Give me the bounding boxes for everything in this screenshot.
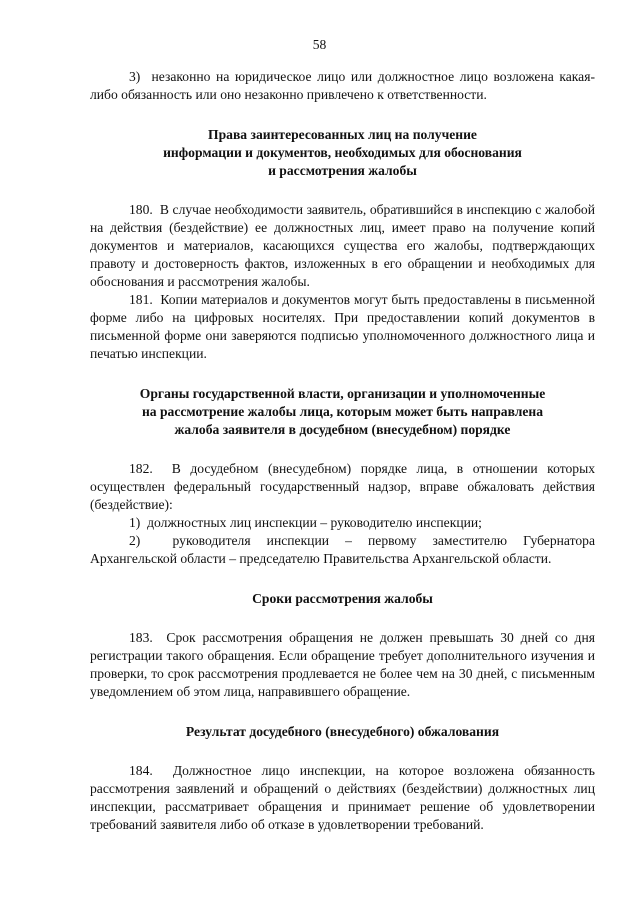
- heading-line: Права заинтересованных лиц на получение: [208, 127, 477, 142]
- list-item: 2) руководителя инспекции – первому заместителю Губернатора Архангельской области – председателю Правительства Архангельской области.: [90, 533, 595, 566]
- section-heading-result: [90, 723, 595, 741]
- paragraph-181: 181. Копии материалов и документов могут быть предоставлены в письменной форме либо на цифровых носителях. При предоставлении копий документов в письменной форме они заверяются подписью уполномоченного должностного лица и печатью инспекции.: [90, 292, 595, 361]
- list-item: 1) должностных лиц инспекции – руководителю инспекции;: [129, 515, 482, 530]
- section-heading-rights: [90, 126, 595, 180]
- page-number: 58: [312, 37, 327, 52]
- section-heading: [90, 590, 595, 608]
- heading-line: жалоба заявителя в досудебном (внесудебном) порядке: [174, 422, 511, 437]
- heading-line: Органы государственной власти, организации и уполномоченные: [139, 386, 546, 401]
- paragraph-182: 182. В досудебном (внесудебном) порядке лица, в отношении которых осуществлен федеральный государственный надзор, вправе обжаловать действия (бездействие):: [90, 461, 595, 512]
- heading-line: и рассмотрения жалобы: [268, 163, 417, 178]
- heading-line: информации и документов, необходимых для обоснования: [163, 145, 522, 160]
- heading-line: Сроки рассмотрения жалобы: [252, 591, 433, 606]
- section-heading: [90, 385, 595, 439]
- heading-line: на рассмотрение жалобы лица, которым может быть направлена: [141, 404, 544, 419]
- section-heading-authorities: [90, 385, 595, 439]
- section-heading: [90, 126, 595, 180]
- paragraph-184: 184. Должностное лицо инспекции, на которое возложена обязанность рассмотрения заявлений и обращений о действиях (бездействии) должностных лиц инспекции, рассматривает обращения и принимает решение об удовлетворении требований заявителя либо об отказе в удовлетворении требований.: [90, 763, 595, 832]
- paragraph-183: 183. Срок рассмотрения обращения не должен превышать 30 дней со дня регистрации такого обращения. Если обращение требует дополнительного изучения и проверки, то срок рассмотрения продлевается не более чем на 30 дней, с письменным уведомлением об этом лица, направившего обращение.: [90, 630, 595, 699]
- section-heading: [90, 723, 595, 741]
- heading-line: Результат досудебного (внесудебного) обжалования: [185, 724, 500, 739]
- paragraph-180: 180. В случае необходимости заявитель, обратившийся в инспекцию с жалобой на действия (бездействие) ее должностных лиц, имеет право на получение копий документов и материалов, касающихся существа его жалобы, подтверждающих правоту и достоверность фактов, изложенных в его обращении и необходимых для обоснования и рассмотрения жалобы.: [90, 202, 595, 289]
- intro-paragraph: 3) незаконно на юридическое лицо или должностное лицо возложена какая-либо обязанность или оно незаконно привлечено к ответственности.: [90, 69, 595, 102]
- section-heading-terms: [90, 590, 595, 608]
